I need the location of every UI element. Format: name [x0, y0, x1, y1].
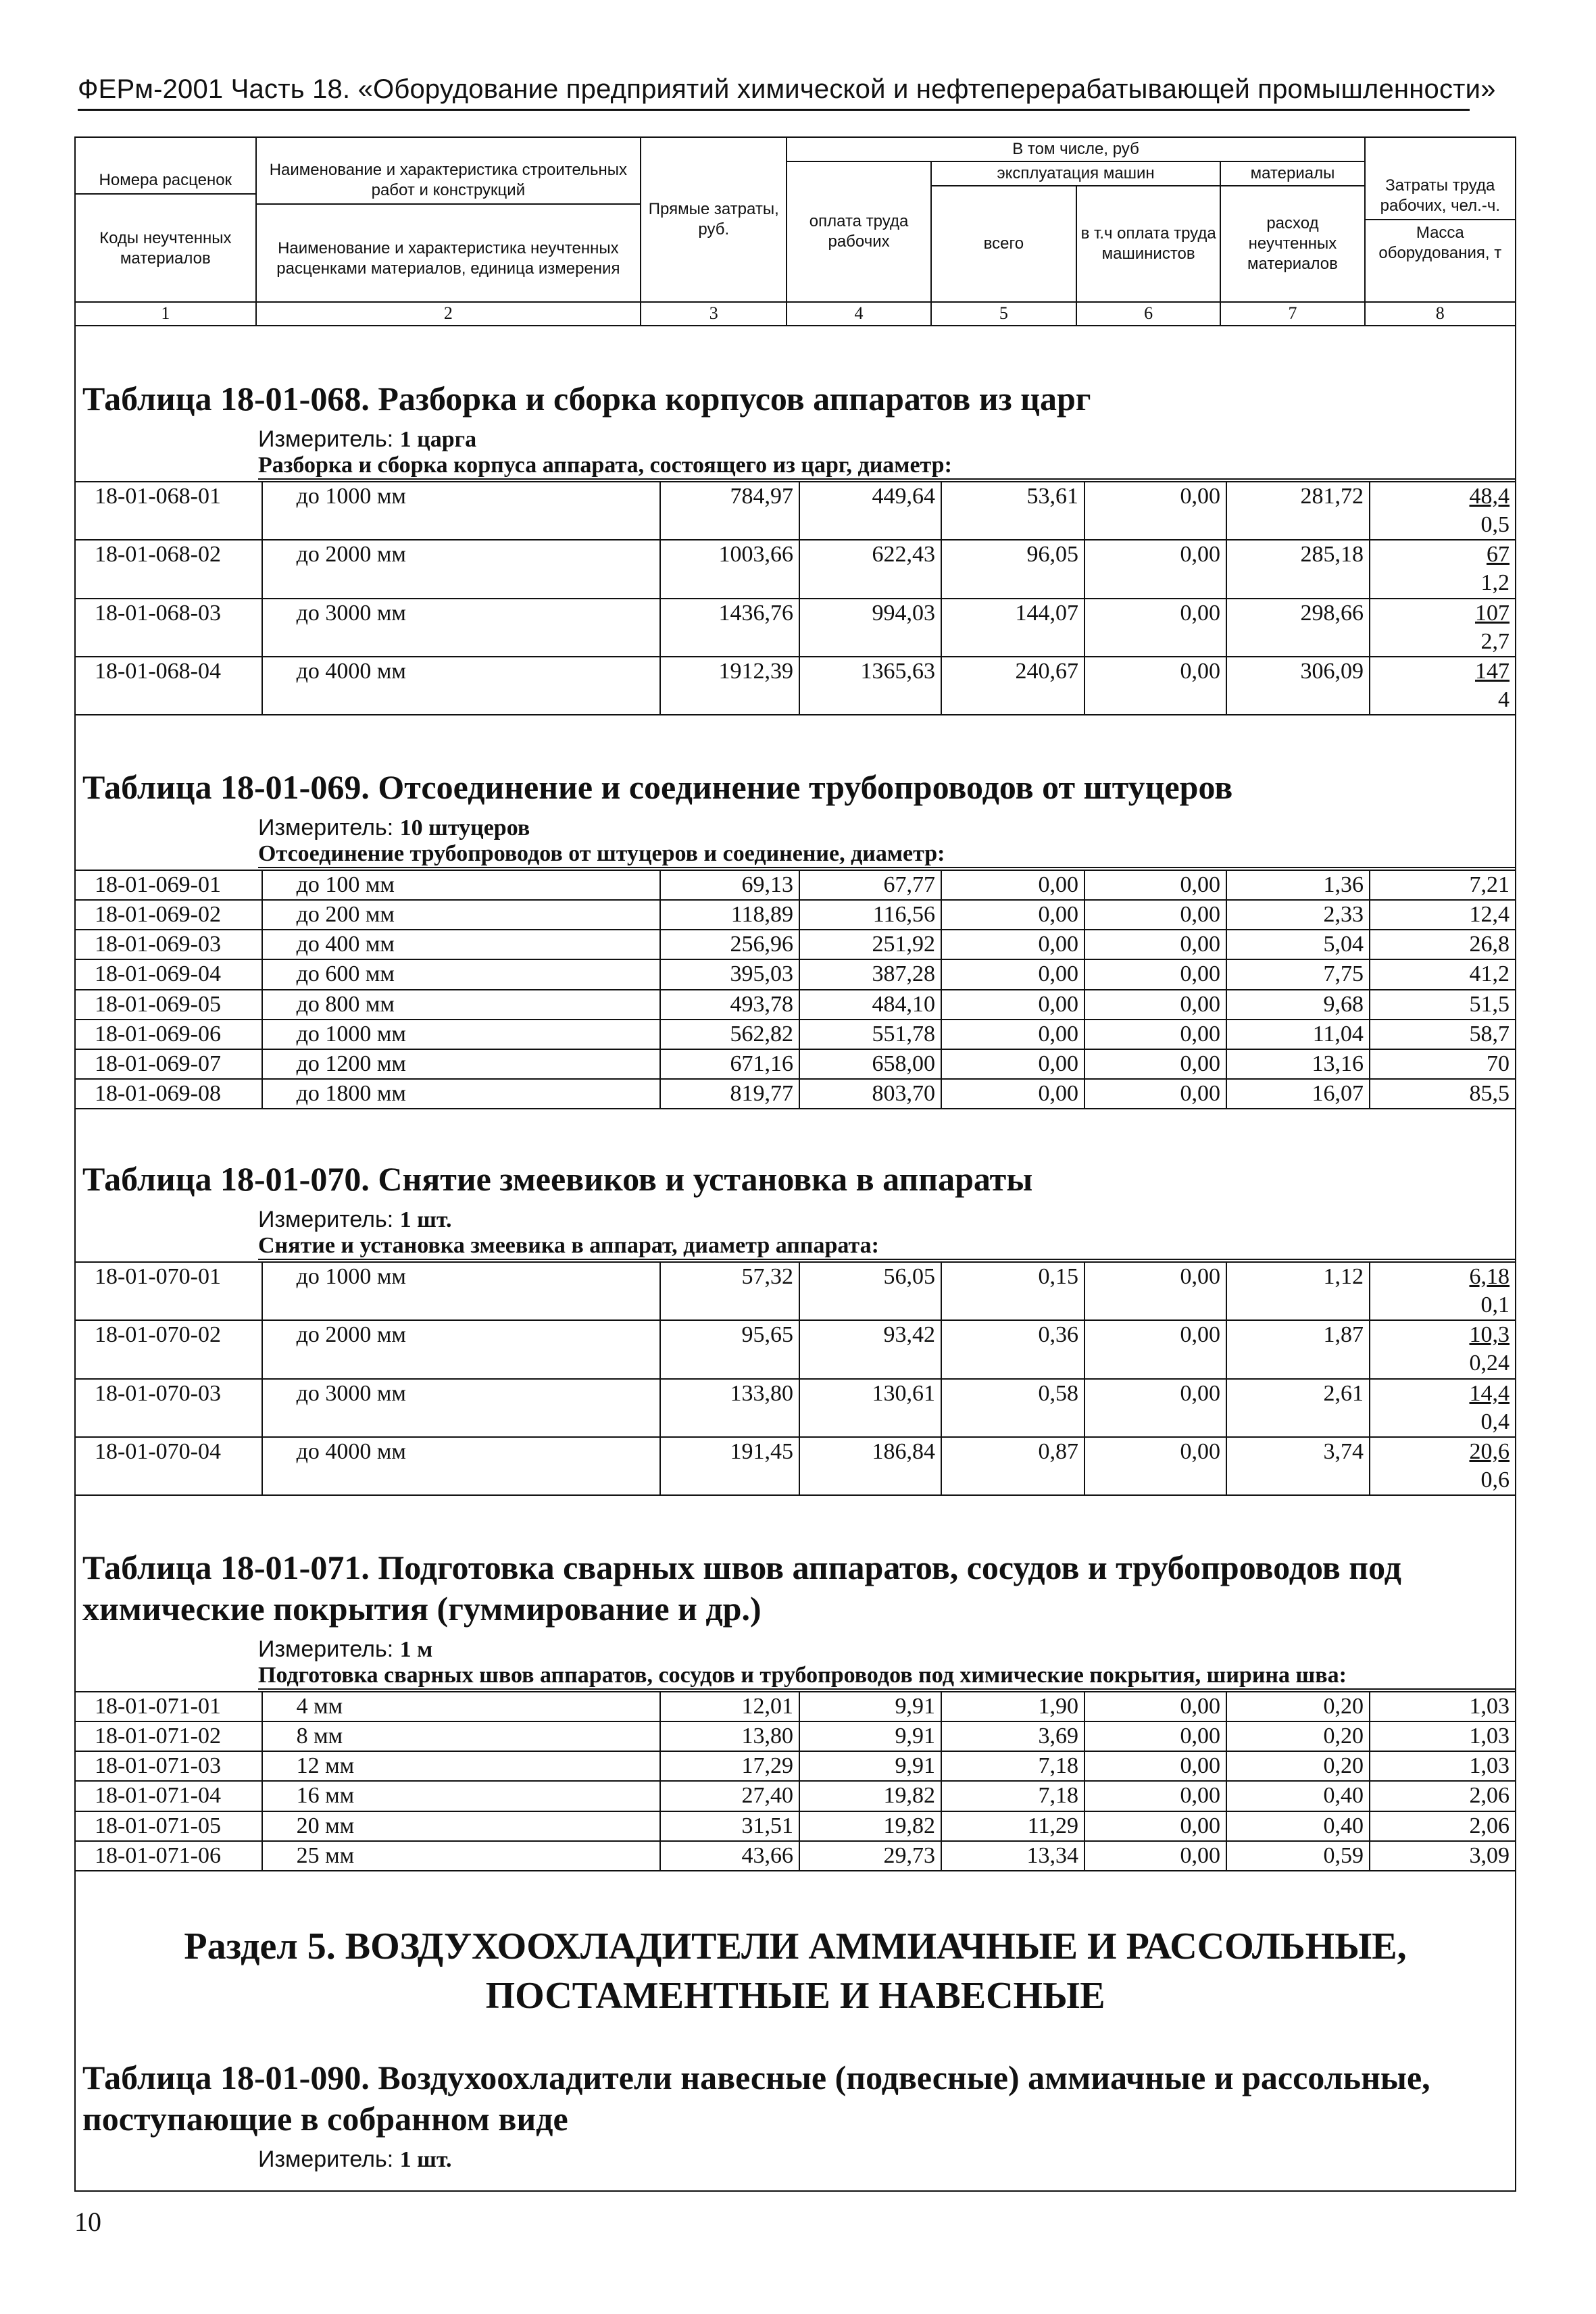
cell-c7: 1,12 — [1226, 1262, 1370, 1320]
cell-c5: 0,00 — [941, 1020, 1084, 1049]
cell-name: до 3000 мм — [262, 1379, 661, 1437]
cell-c6: 0,00 — [1084, 482, 1226, 540]
cell-c5: 7,18 — [941, 1751, 1084, 1781]
measure-line — [258, 1636, 1516, 1663]
cell-c7: 285,18 — [1226, 540, 1370, 598]
cell-name: 16 мм — [262, 1781, 661, 1811]
cell-c6: 0,00 — [1084, 1020, 1226, 1049]
cell-c7: 9,68 — [1226, 990, 1370, 1020]
col-head-2a: Наименование и характеристика строительных работ и конструкций — [269, 161, 628, 199]
cell-c5: 0,00 — [941, 900, 1084, 930]
cell-c5: 0,00 — [941, 930, 1084, 959]
col-head-1 — [75, 137, 256, 302]
data-table — [74, 870, 1516, 1109]
cell-c4: 93,42 — [799, 1320, 941, 1378]
cell-c3: 671,16 — [660, 1049, 799, 1079]
labor-cost: 10,3 — [1469, 1322, 1510, 1348]
col-num-3: 3 — [641, 302, 787, 326]
table-title: Таблица 18-01-070. Снятие змеевиков и установка в аппараты — [82, 1160, 1033, 1198]
cell-c3: 17,29 — [660, 1751, 799, 1781]
cell-code: 18-01-068-01 — [75, 482, 262, 540]
cell-code: 18-01-070-03 — [75, 1379, 262, 1437]
cell-c4: 551,78 — [799, 1020, 941, 1049]
measure-line — [258, 1207, 1516, 1233]
labor-cost: 6,18 — [1469, 1264, 1510, 1289]
cell-c7: 0,40 — [1226, 1811, 1370, 1841]
cell-c5: 96,05 — [941, 540, 1084, 598]
col-head-5: всего — [931, 186, 1076, 302]
cell-c3: 191,45 — [660, 1437, 799, 1495]
cell-c3: 784,97 — [660, 482, 799, 540]
cell-c8: 3,09 — [1370, 1841, 1516, 1871]
cell-c4: 9,91 — [799, 1721, 941, 1751]
equipment-mass: 0,1 — [1480, 1292, 1510, 1318]
cell-c3: 1003,66 — [660, 540, 799, 598]
cell-c3: 395,03 — [660, 959, 799, 989]
sub-header: Отсоединение трубопроводов от штуцеров и соединение, диаметр: — [258, 841, 1516, 868]
col-num-4: 4 — [787, 302, 930, 326]
cell-c8 — [1370, 599, 1516, 657]
table-071-block — [74, 1547, 1516, 1871]
cell-code: 18-01-069-05 — [75, 990, 262, 1020]
cell-c6: 0,00 — [1084, 1379, 1226, 1437]
cell-c4: 186,84 — [799, 1437, 941, 1495]
cell-c8 — [1370, 657, 1516, 715]
data-table — [74, 481, 1516, 715]
table-row — [75, 1079, 1516, 1109]
cell-name: 20 мм — [262, 1811, 661, 1841]
table-title: Таблица 18-01-090. Воздухоохладители навесные (подвесные) аммиачные и рассольные, поступающие в собранном виде — [82, 2059, 1430, 2138]
cell-name: до 1000 мм — [262, 1262, 661, 1320]
cell-c6: 0,00 — [1084, 1721, 1226, 1751]
cell-code: 18-01-069-08 — [75, 1079, 262, 1109]
cell-c5: 0,15 — [941, 1262, 1084, 1320]
col-head-2 — [256, 137, 641, 302]
cell-c3: 57,32 — [660, 1262, 799, 1320]
table-090-block — [74, 2057, 1516, 2173]
cell-name: до 4000 мм — [262, 657, 661, 715]
table-row — [75, 1751, 1516, 1781]
cell-c7: 298,66 — [1226, 599, 1370, 657]
table-row — [75, 1811, 1516, 1841]
table-row — [75, 1320, 1516, 1378]
cell-c3: 31,51 — [660, 1811, 799, 1841]
cell-c3: 27,40 — [660, 1781, 799, 1811]
cell-c4: 803,70 — [799, 1079, 941, 1109]
cell-name: до 3000 мм — [262, 599, 661, 657]
table-row — [75, 959, 1516, 989]
cell-code: 18-01-070-01 — [75, 1262, 262, 1320]
running-header: ФЕРм-2001 Часть 18. «Оборудование предприятий химической и нефтеперерабатывающей промышленности» — [78, 74, 1470, 111]
cell-c8: 51,5 — [1370, 990, 1516, 1020]
cell-c7: 0,20 — [1226, 1721, 1370, 1751]
cell-c4: 658,00 — [799, 1049, 941, 1079]
table-title: Таблица 18-01-068. Разборка и сборка корпусов аппаратов из царг — [82, 380, 1091, 418]
cell-c4: 29,73 — [799, 1841, 941, 1871]
cell-c8 — [1370, 1262, 1516, 1320]
cell-c4: 67,77 — [799, 870, 941, 900]
data-table — [74, 1691, 1516, 1871]
cell-c6: 0,00 — [1084, 599, 1226, 657]
cell-c3: 256,96 — [660, 930, 799, 959]
table-row — [75, 1781, 1516, 1811]
cell-c6: 0,00 — [1084, 959, 1226, 989]
cell-name: до 800 мм — [262, 990, 661, 1020]
cell-c8 — [1370, 1437, 1516, 1495]
col-head-4: оплата труда рабочих — [787, 161, 930, 302]
table-title: Таблица 18-01-069. Отсоединение и соединение трубопроводов от штуцеров — [82, 768, 1233, 806]
cell-c5: 11,29 — [941, 1811, 1084, 1841]
table-row — [75, 1049, 1516, 1079]
cell-c5: 0,00 — [941, 1079, 1084, 1109]
cell-c7: 13,16 — [1226, 1049, 1370, 1079]
sub-header: Подготовка сварных швов аппаратов, сосудов и трубопроводов под химические покрытия, ширина шва: — [258, 1663, 1516, 1690]
cell-name: 25 мм — [262, 1841, 661, 1871]
cell-name: 4 мм — [262, 1692, 661, 1721]
col-num-8: 8 — [1365, 302, 1516, 326]
cell-c3: 118,89 — [660, 900, 799, 930]
cell-code: 18-01-071-06 — [75, 1841, 262, 1871]
cell-c6: 0,00 — [1084, 1437, 1226, 1495]
table-row — [75, 482, 1516, 540]
cell-code: 18-01-069-06 — [75, 1020, 262, 1049]
measure-label: Измеритель: — [258, 815, 394, 840]
cell-c8: 1,03 — [1370, 1692, 1516, 1721]
cell-c6: 0,00 — [1084, 1841, 1226, 1871]
cell-c3: 95,65 — [660, 1320, 799, 1378]
cell-c8: 7,21 — [1370, 870, 1516, 900]
cell-c5: 0,58 — [941, 1379, 1084, 1437]
cell-c6: 0,00 — [1084, 1262, 1226, 1320]
cell-c4: 622,43 — [799, 540, 941, 598]
cell-c8: 85,5 — [1370, 1079, 1516, 1109]
cell-c5: 0,87 — [941, 1437, 1084, 1495]
col-head-8 — [1365, 137, 1516, 302]
col-num-1: 1 — [75, 302, 256, 326]
cell-code: 18-01-069-04 — [75, 959, 262, 989]
measure-label: Измеритель: — [258, 426, 394, 452]
cell-c5: 240,67 — [941, 657, 1084, 715]
measure-label: Измеритель: — [258, 2146, 394, 2172]
cell-c4: 130,61 — [799, 1379, 941, 1437]
cell-c7: 281,72 — [1226, 482, 1370, 540]
cell-c4: 387,28 — [799, 959, 941, 989]
cell-c5: 144,07 — [941, 599, 1084, 657]
cell-c7: 2,33 — [1226, 900, 1370, 930]
cell-c6: 0,00 — [1084, 1811, 1226, 1841]
cell-c4: 9,91 — [799, 1692, 941, 1721]
labor-cost: 48,4 — [1469, 484, 1510, 509]
col-head-2b: Наименование и характеристика неучтенных расценками материалов, единица измерения — [276, 239, 620, 278]
measure-label: Измеритель: — [258, 1636, 394, 1662]
cell-c5: 0,00 — [941, 1049, 1084, 1079]
equipment-mass: 0,24 — [1469, 1351, 1510, 1376]
cell-c7: 0,59 — [1226, 1841, 1370, 1871]
cell-code: 18-01-071-03 — [75, 1751, 262, 1781]
cell-c6: 0,00 — [1084, 990, 1226, 1020]
labor-cost: 67 — [1487, 542, 1510, 568]
cell-c7: 1,36 — [1226, 870, 1370, 900]
cell-name: до 1000 мм — [262, 1020, 661, 1049]
table-row — [75, 1020, 1516, 1049]
cell-c4: 9,91 — [799, 1751, 941, 1781]
cell-c7: 1,87 — [1226, 1320, 1370, 1378]
cell-c8 — [1370, 540, 1516, 598]
cell-c4: 484,10 — [799, 990, 941, 1020]
cell-c8: 26,8 — [1370, 930, 1516, 959]
cell-code: 18-01-069-02 — [75, 900, 262, 930]
cell-c7: 0,20 — [1226, 1751, 1370, 1781]
cell-c4: 19,82 — [799, 1811, 941, 1841]
col-head-7: расход неучтенных материалов — [1220, 186, 1364, 302]
cell-code: 18-01-070-04 — [75, 1437, 262, 1495]
column-header-table — [74, 136, 1516, 326]
sub-header: Снятие и установка змеевика в аппарат, диаметр аппарата: — [258, 1233, 1516, 1260]
measure-value: 10 штуцеров — [399, 815, 530, 840]
cell-c8 — [1370, 1320, 1516, 1378]
cell-c6: 0,00 — [1084, 1692, 1226, 1721]
table-row — [75, 1841, 1516, 1871]
measure-value: 1 м — [399, 1637, 433, 1662]
cell-c6: 0,00 — [1084, 1781, 1226, 1811]
col-num-5: 5 — [931, 302, 1076, 326]
cell-c7: 16,07 — [1226, 1079, 1370, 1109]
table-070-block — [74, 1159, 1516, 1496]
cell-c5: 0,00 — [941, 990, 1084, 1020]
measure-line — [258, 426, 1516, 453]
sub-header: Разборка и сборка корпуса аппарата, состоящего из царг, диаметр: — [258, 453, 1516, 480]
table-068-block — [74, 378, 1516, 715]
cell-c3: 493,78 — [660, 990, 799, 1020]
col-num-2: 2 — [256, 302, 641, 326]
cell-c6: 0,00 — [1084, 870, 1226, 900]
measure-line — [258, 815, 1516, 841]
cell-c8 — [1370, 1379, 1516, 1437]
data-table — [74, 1261, 1516, 1496]
equipment-mass: 2,7 — [1480, 628, 1510, 654]
col-head-3: Прямые затраты, руб. — [641, 137, 787, 302]
col-num-6: 6 — [1076, 302, 1220, 326]
cell-code: 18-01-068-04 — [75, 657, 262, 715]
cell-name: до 2000 мм — [262, 540, 661, 598]
cell-c7: 0,20 — [1226, 1692, 1370, 1721]
cell-c3: 12,01 — [660, 1692, 799, 1721]
cell-c4: 449,64 — [799, 482, 941, 540]
col-head-8b: Масса оборудования, т — [1378, 224, 1502, 262]
cell-c8: 2,06 — [1370, 1811, 1516, 1841]
cell-c7: 5,04 — [1226, 930, 1370, 959]
equipment-mass: 1,2 — [1480, 570, 1510, 596]
cell-name: до 600 мм — [262, 959, 661, 989]
cell-code: 18-01-071-04 — [75, 1781, 262, 1811]
cell-c6: 0,00 — [1084, 1320, 1226, 1378]
cell-c6: 0,00 — [1084, 1751, 1226, 1781]
page-number: 10 — [74, 2207, 101, 2237]
cell-c8: 2,06 — [1370, 1781, 1516, 1811]
cell-c3: 819,77 — [660, 1079, 799, 1109]
measure-line — [258, 2146, 1516, 2173]
section-heading: Раздел 5. ВОЗДУХООХЛАДИТЕЛИ АММИАЧНЫЕ И РАССОЛЬНЫЕ, ПОСТАМЕНТНЫЕ И НАВЕСНЫЕ — [184, 1926, 1407, 2017]
cell-name: до 1000 мм — [262, 482, 661, 540]
col-head-8a: Затраты труда рабочих, чел.-ч. — [1380, 176, 1500, 215]
cell-c6: 0,00 — [1084, 540, 1226, 598]
cell-c7: 7,75 — [1226, 959, 1370, 989]
cell-name: до 4000 мм — [262, 1437, 661, 1495]
col-num-7: 7 — [1220, 302, 1364, 326]
cell-name: до 100 мм — [262, 870, 661, 900]
cell-c8: 1,03 — [1370, 1721, 1516, 1751]
cell-c8: 41,2 — [1370, 959, 1516, 989]
cell-c8: 58,7 — [1370, 1020, 1516, 1049]
table-row — [75, 930, 1516, 959]
cell-c3: 133,80 — [660, 1379, 799, 1437]
equipment-mass: 0,6 — [1480, 1467, 1510, 1493]
cell-c5: 53,61 — [941, 482, 1084, 540]
cell-c3: 562,82 — [660, 1020, 799, 1049]
col-head-group: В том числе, руб — [787, 137, 1364, 161]
measure-value: 1 шт. — [399, 2147, 452, 2172]
labor-cost: 14,4 — [1469, 1380, 1510, 1406]
cell-code: 18-01-068-03 — [75, 599, 262, 657]
cell-c4: 994,03 — [799, 599, 941, 657]
measure-label: Измеритель: — [258, 1207, 394, 1232]
cell-code: 18-01-070-02 — [75, 1320, 262, 1378]
table-row — [75, 1692, 1516, 1721]
col-head-machines: эксплуатация машин — [931, 161, 1221, 186]
cell-c3: 43,66 — [660, 1841, 799, 1871]
cell-c5: 13,34 — [941, 1841, 1084, 1871]
table-row — [75, 599, 1516, 657]
equipment-mass: 0,4 — [1480, 1409, 1510, 1434]
table-069-block — [74, 767, 1516, 1109]
cell-c7: 306,09 — [1226, 657, 1370, 715]
measure-value: 1 шт. — [399, 1207, 452, 1232]
cell-c4: 19,82 — [799, 1781, 941, 1811]
cell-c6: 0,00 — [1084, 900, 1226, 930]
table-row — [75, 1262, 1516, 1320]
cell-c5: 0,00 — [941, 870, 1084, 900]
cell-name: 12 мм — [262, 1751, 661, 1781]
col-head-1a: Номера расценок — [99, 171, 232, 189]
col-head-6: в т.ч оплата труда машинистов — [1076, 186, 1220, 302]
cell-code: 18-01-069-01 — [75, 870, 262, 900]
labor-cost: 107 — [1475, 600, 1510, 626]
cell-c5: 7,18 — [941, 1781, 1084, 1811]
cell-name: до 1200 мм — [262, 1049, 661, 1079]
cell-c3: 13,80 — [660, 1721, 799, 1751]
col-head-1b: Коды неучтенных материалов — [99, 229, 232, 268]
cell-c6: 0,00 — [1084, 930, 1226, 959]
cell-name: до 2000 мм — [262, 1320, 661, 1378]
cell-c5: 3,69 — [941, 1721, 1084, 1751]
cell-c8 — [1370, 482, 1516, 540]
cell-code: 18-01-069-03 — [75, 930, 262, 959]
table-row — [75, 870, 1516, 900]
table-row — [75, 1721, 1516, 1751]
equipment-mass: 0,5 — [1480, 512, 1510, 538]
cell-c7: 2,61 — [1226, 1379, 1370, 1437]
cell-c4: 251,92 — [799, 930, 941, 959]
cell-name: до 400 мм — [262, 930, 661, 959]
cell-code: 18-01-069-07 — [75, 1049, 262, 1079]
table-row — [75, 1437, 1516, 1495]
cell-c7: 3,74 — [1226, 1437, 1370, 1495]
cell-c8: 70 — [1370, 1049, 1516, 1079]
cell-c5: 0,36 — [941, 1320, 1084, 1378]
col-head-materials: материалы — [1220, 161, 1364, 186]
cell-code: 18-01-071-02 — [75, 1721, 262, 1751]
cell-c6: 0,00 — [1084, 1079, 1226, 1109]
table-row — [75, 990, 1516, 1020]
equipment-mass: 4 — [1498, 687, 1510, 713]
table-row — [75, 540, 1516, 598]
cell-c3: 69,13 — [660, 870, 799, 900]
cell-name: 8 мм — [262, 1721, 661, 1751]
table-row — [75, 1379, 1516, 1437]
cell-c8: 1,03 — [1370, 1751, 1516, 1781]
cell-c7: 0,40 — [1226, 1781, 1370, 1811]
cell-c8: 12,4 — [1370, 900, 1516, 930]
table-title: Таблица 18-01-071. Подготовка сварных швов аппаратов, сосудов и трубопроводов под химические покрытия (гуммирование и др.) — [82, 1549, 1401, 1628]
cell-code: 18-01-071-05 — [75, 1811, 262, 1841]
table-row — [75, 657, 1516, 715]
measure-value: 1 царга — [399, 427, 477, 452]
cell-c4: 116,56 — [799, 900, 941, 930]
labor-cost: 147 — [1475, 658, 1510, 684]
cell-c3: 1912,39 — [660, 657, 799, 715]
cell-name: до 200 мм — [262, 900, 661, 930]
cell-c7: 11,04 — [1226, 1020, 1370, 1049]
table-row — [75, 900, 1516, 930]
cell-code: 18-01-068-02 — [75, 540, 262, 598]
cell-c6: 0,00 — [1084, 1049, 1226, 1079]
cell-c4: 1365,63 — [799, 657, 941, 715]
labor-cost: 20,6 — [1469, 1438, 1510, 1464]
cell-c6: 0,00 — [1084, 657, 1226, 715]
cell-c3: 1436,76 — [660, 599, 799, 657]
cell-name: до 1800 мм — [262, 1079, 661, 1109]
cell-c5: 0,00 — [941, 959, 1084, 989]
cell-c5: 1,90 — [941, 1692, 1084, 1721]
cell-c4: 56,05 — [799, 1262, 941, 1320]
cell-code: 18-01-071-01 — [75, 1692, 262, 1721]
